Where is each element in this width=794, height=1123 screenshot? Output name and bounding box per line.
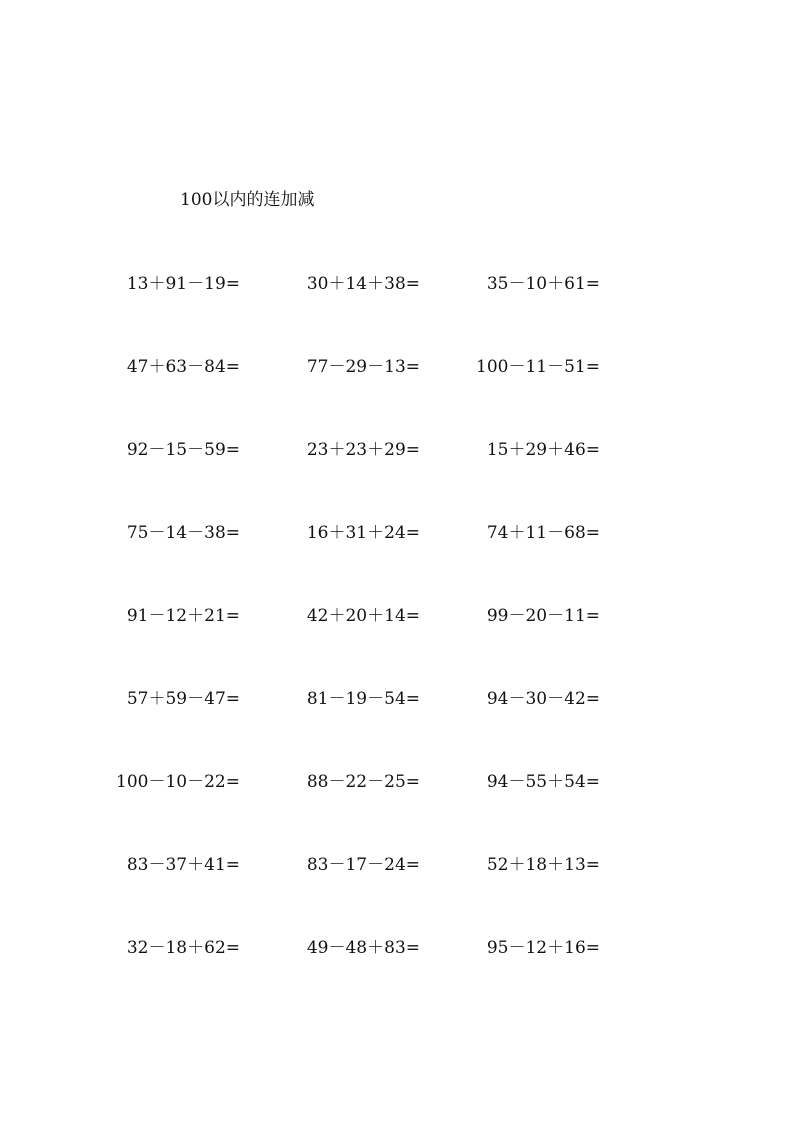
math-problem: 57＋59－47= [126, 689, 240, 709]
problem-row [0, 771, 794, 854]
math-problem: 92－15－59= [126, 440, 240, 460]
problem-row [0, 937, 794, 1020]
math-problem: 88－22－25= [306, 772, 420, 792]
math-problem: 99－20－11= [486, 606, 600, 626]
math-problem: 30＋14＋38= [306, 274, 420, 294]
math-problem: 81－19－54= [306, 689, 420, 709]
math-problem: 94－55＋54= [486, 772, 600, 792]
problem-row [0, 688, 794, 771]
math-problem: 77－29－13= [306, 357, 420, 377]
math-problem: 100－11－51= [476, 357, 600, 377]
problem-row [0, 439, 794, 522]
math-problem: 74＋11－68= [486, 523, 600, 543]
problem-row [0, 273, 794, 356]
math-problem: 13＋91－19= [126, 274, 240, 294]
math-problem: 15＋29＋46= [486, 440, 600, 460]
math-problem: 94－30－42= [486, 689, 600, 709]
problem-grid [0, 273, 794, 1020]
math-problem: 83－17－24= [306, 855, 420, 875]
problem-row [0, 854, 794, 937]
math-problem: 100－10－22= [116, 772, 240, 792]
worksheet-title: 100以内的连加减 [180, 190, 315, 210]
math-problem: 16＋31＋24= [306, 523, 420, 543]
math-problem: 75－14－38= [126, 523, 240, 543]
math-problem: 52＋18＋13= [486, 855, 600, 875]
problem-row [0, 522, 794, 605]
problem-row [0, 356, 794, 439]
math-problem: 32－18＋62= [126, 938, 240, 958]
math-problem: 91－12＋21= [126, 606, 240, 626]
math-problem: 42＋20＋14= [306, 606, 420, 626]
math-problem: 49－48＋83= [306, 938, 420, 958]
math-problem: 47＋63－84= [126, 357, 240, 377]
problem-row [0, 605, 794, 688]
math-problem: 35－10＋61= [486, 274, 600, 294]
math-problem: 95－12＋16= [486, 938, 600, 958]
math-problem: 23＋23＋29= [306, 440, 420, 460]
math-problem: 83－37＋41= [126, 855, 240, 875]
